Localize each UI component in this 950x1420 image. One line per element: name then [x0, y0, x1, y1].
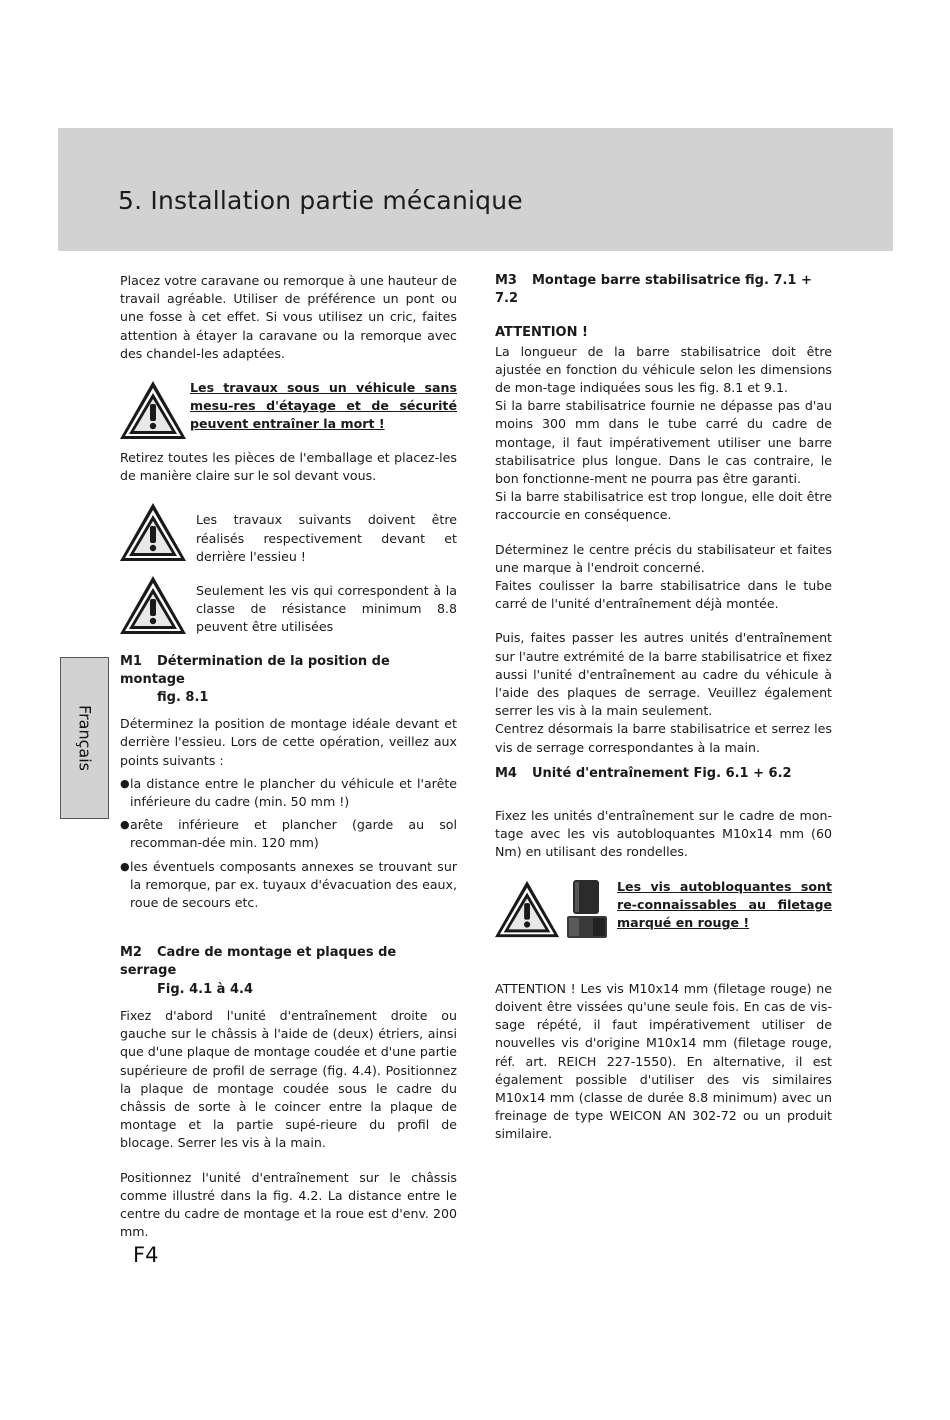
section-title-cont: Fig. 4.1 à 4.4 [157, 981, 253, 997]
warning-text-2: Les travaux suivants doivent être réalisés respectivement devant et derrière l'essieu ! [196, 512, 457, 564]
section-m1-heading [120, 653, 457, 708]
warning-triangle-icon [120, 379, 190, 441]
bullet-icon: ● [120, 818, 130, 832]
bullet-icon: ● [120, 859, 130, 873]
section-number: M4 [495, 765, 517, 781]
warning-text-1: Les travaux sous un véhicule sans mesu-res d'étayage et de sécurité peuvent entraîner la mort ! [190, 380, 457, 432]
section-number: M3 [495, 273, 517, 288]
warning-triangle-icon [495, 878, 563, 940]
m3-paragraph-4: Déterminez le centre précis du stabilisateur et faites une marque à l'endroit concerné. [495, 541, 832, 575]
section-m4-heading [495, 765, 832, 783]
warning-block-3 [120, 574, 457, 637]
section-title: Détermination de la position de montage [120, 653, 390, 687]
header-band [58, 128, 893, 251]
section-m3-heading [495, 272, 832, 308]
m4-paragraph-2: ATTENTION ! Les vis M10x14 mm (filetage rouge) ne doivent être vissées qu'une seule fois. En cas de vis-sage répété, il faut impérativement utiliser de nouvelles vis d'origine M10x14 mm (filetage rouge, réf. art. REICH 227-1550). En alternative, il est également possible d'utiliser des vis similaires M10x14 mm (classe de durée 8.8 minimum) avec un freinage de type WEICON AN 302-72 ou un produit similaire. [495, 980, 832, 1142]
warning-block-screws [495, 878, 832, 940]
intro-paragraph: Placez votre caravane ou remorque à une hauteur de travail agréable. Utiliser de préférence un pont ou une fosse à cet effet. Si vous utilisez un cric, faites attention à étayer la caravane ou la remorque avec des chandel-les adaptées. [120, 273, 457, 361]
section-number: M1 [120, 653, 142, 669]
m3-paragraph-7: Centrez désormais la barre stabilisatrice et serrez les vis de serrage correspondantes à la main. [495, 721, 832, 755]
bullet-icon: ● [120, 776, 130, 790]
m2-paragraph-2: Positionnez l'unité d'entraînement sur le châssis comme illustré dans la fig. 4.2. La distance entre le centre du cadre de montage et la roue est d'env. 200 mm. [120, 1169, 457, 1240]
section-m2-heading [120, 944, 457, 999]
m3-paragraph-5: Faites coulisser la barre stabilisatrice dans le tube carré de l'unité d'entraînement déjà montée. [495, 578, 832, 612]
warning-triangle-icon [120, 501, 190, 563]
warning-block-2 [120, 501, 457, 566]
m2-paragraph-1: Fixez d'abord l'unité d'entraînement droite ou gauche sur le châssis à l'aide de (deux) étriers, ainsi que d'une plaque de montage coudée et d'une partie supérieure de profil de serrage (fig. 4.4). Positionnez la plaque de montage coudée sous le cadre du châssis de sorte à le coincer entre la plaque de montage et la partie supé-rieure du profil de blocage. Serrer les vis à la main. [120, 1007, 457, 1151]
warning-text-screws: Les vis autobloquantes sont re-connaissables au filetage marqué en rouge ! [617, 878, 832, 931]
warning-block-1 [120, 379, 457, 441]
page-number: F4 [133, 1243, 159, 1267]
screw-bolt-icon [563, 878, 611, 940]
warning-text-3: Seulement les vis qui correspondent à la classe de résistance minimum 8.8 peuvent être utilisées [196, 583, 457, 635]
language-tab-label: Français [75, 705, 94, 771]
m3-paragraph-2: Si la barre stabilisatrice fournie ne dépasse pas d'au moins 300 mm dans le tube carré du cadre de montage, il faut impérativement utiliser une barre stabilisatrice plus longue. Dans le cas contraire, le bon fonctionne-ment ne pourra pas être garanti. [495, 398, 832, 487]
m4-paragraph-1: Fixez les unités d'entraînement sur le cadre de mon-tage avec les vis autobloquantes M10x14 mm (60 Nm) en utilisant des rondelles. [495, 808, 832, 860]
m1-intro-paragraph: Déterminez la position de montage idéale devant et derrière l'essieu. Lors de cette opération, veillez aux points suivants : [120, 716, 457, 768]
right-column [495, 272, 832, 1144]
attention-label: ATTENTION ! [495, 325, 588, 341]
list-item: ● arête inférieure et plancher (garde au sol recomman-dée min. 120 mm) [120, 816, 457, 852]
warning-triangle-icon [120, 574, 190, 636]
left-column [120, 272, 457, 1241]
list-item: ● les éventuels composants annexes se trouvant sur la remorque, par ex. tuyaux d'évacuation des eaux, roue de secours etc. [120, 858, 457, 913]
page-title: 5. Installation partie mécanique [118, 186, 523, 215]
m3-paragraph-3: Si la barre stabilisatrice est trop longue, elle doit être raccourcie en conséquence. [495, 489, 832, 523]
list-item: ● la distance entre le plancher du véhicule et l'arête inférieure du cadre (min. 50 mm !) [120, 775, 457, 811]
section-title: Montage barre stabilisatrice fig. 7.1 + 7.2 [495, 273, 812, 307]
section-title-cont: fig. 8.1 [157, 690, 209, 706]
remove-parts-paragraph: Retirez toutes les pièces de l'emballage et placez-les de manière claire sur le sol devant vous. [120, 450, 457, 484]
m3-paragraph-6: Puis, faites passer les autres unités d'entraînement sur l'autre extrémité de la barre stabilisatrice et fixez aussi l'unité d'entraînement au cadre du véhicule à l'aide des plaques de serrage. Veuillez également serrer les vis à la main seulement. [495, 630, 832, 719]
section-number: M2 [120, 945, 142, 961]
m3-paragraph-1: La longueur de la barre stabilisatrice doit être ajustée en fonction du véhicule selon les dimensions de mon-tage indiquées sous les fig. 8.1 et 9.1. [495, 343, 832, 396]
language-tab [60, 657, 109, 819]
section-title: Cadre de montage et plaques de serrage [120, 945, 397, 979]
section-title: Unité d'entraînement Fig. 6.1 + 6.2 [532, 765, 792, 781]
